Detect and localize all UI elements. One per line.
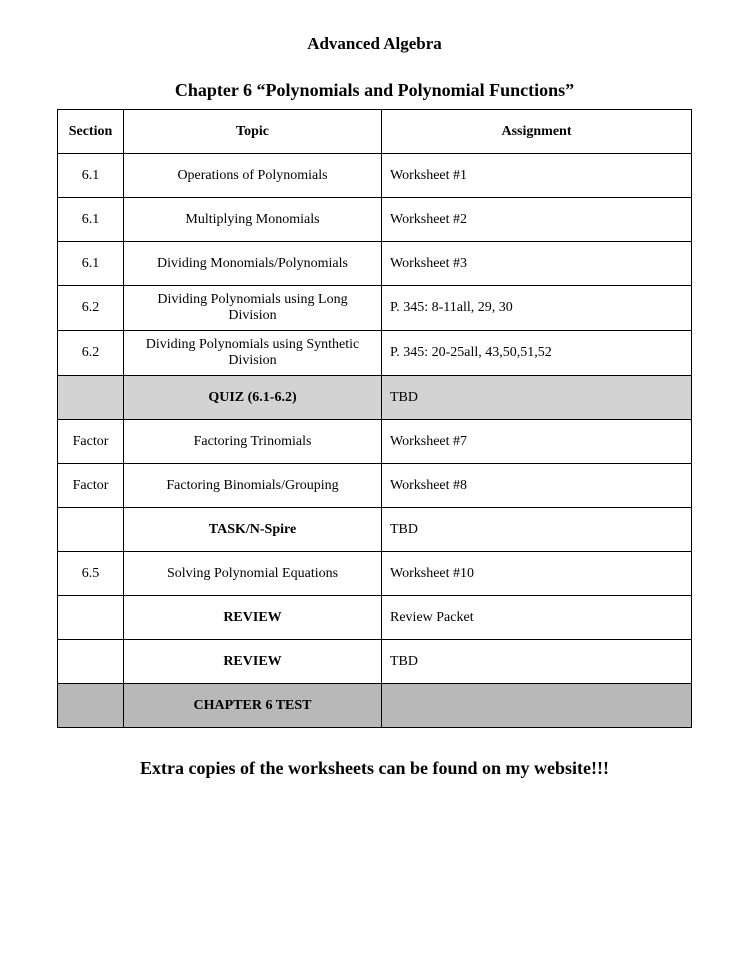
section-cell: 6.5 — [58, 552, 124, 596]
assignment-cell: Worksheet #1 — [382, 154, 692, 198]
topic-cell: Factoring Binomials/Grouping — [124, 464, 382, 508]
assignment-cell: Worksheet #10 — [382, 552, 692, 596]
topic-header: Topic — [124, 110, 382, 154]
section-cell — [58, 376, 124, 420]
table-header — [58, 110, 692, 154]
section-cell: 6.1 — [58, 198, 124, 242]
table-row — [58, 552, 692, 596]
topic-cell: Dividing Polynomials using Long Division — [124, 286, 382, 331]
topic-cell: CHAPTER 6 TEST — [124, 684, 382, 728]
topic-cell: REVIEW — [124, 596, 382, 640]
table-row — [58, 508, 692, 552]
topic-cell: Dividing Polynomials using Synthetic Division — [124, 331, 382, 376]
section-header: Section — [58, 110, 124, 154]
section-cell: 6.1 — [58, 242, 124, 286]
page-subtitle: Chapter 6 “Polynomials and Polynomial Functions” — [174, 80, 575, 100]
section-cell — [58, 596, 124, 640]
assignment-table — [57, 109, 692, 728]
table-row — [58, 242, 692, 286]
assignment-cell: Worksheet #7 — [382, 420, 692, 464]
assignment-cell: P. 345: 8-11all, 29, 30 — [382, 286, 692, 331]
table-row — [58, 596, 692, 640]
topic-cell: Operations of Polynomials — [124, 154, 382, 198]
table-row — [58, 640, 692, 684]
table-row — [58, 464, 692, 508]
assignment-cell — [382, 684, 692, 728]
section-cell: 6.1 — [58, 154, 124, 198]
table-row — [58, 198, 692, 242]
assignment-cell: Review Packet — [382, 596, 692, 640]
assignment-cell: Worksheet #3 — [382, 242, 692, 286]
topic-cell: QUIZ (6.1-6.2) — [124, 376, 382, 420]
section-cell: 6.2 — [58, 331, 124, 376]
assignment-cell: TBD — [382, 376, 692, 420]
table-row — [58, 331, 692, 376]
section-cell: Factor — [58, 464, 124, 508]
page-title: Advanced Algebra — [307, 34, 442, 53]
section-cell — [58, 684, 124, 728]
topic-cell: Multiplying Monomials — [124, 198, 382, 242]
header-row — [58, 110, 692, 154]
assignment-cell: Worksheet #8 — [382, 464, 692, 508]
assignment-header: Assignment — [382, 110, 692, 154]
section-cell — [58, 508, 124, 552]
assignment-cell: Worksheet #2 — [382, 198, 692, 242]
topic-cell: TASK/N-Spire — [124, 508, 382, 552]
topic-cell: Factoring Trinomials — [124, 420, 382, 464]
table-row — [58, 684, 692, 728]
section-cell: Factor — [58, 420, 124, 464]
topic-cell: REVIEW — [124, 640, 382, 684]
table-row — [58, 154, 692, 198]
assignment-cell: TBD — [382, 508, 692, 552]
section-cell: 6.2 — [58, 286, 124, 331]
assignment-cell: TBD — [382, 640, 692, 684]
assignment-cell: P. 345: 20-25all, 43,50,51,52 — [382, 331, 692, 376]
section-cell — [58, 640, 124, 684]
footer-note: Extra copies of the worksheets can be found on my website!!! — [140, 758, 609, 778]
topic-cell: Dividing Monomials/Polynomials — [124, 242, 382, 286]
table-row — [58, 286, 692, 331]
table-row — [58, 376, 692, 420]
topic-cell: Solving Polynomial Equations — [124, 552, 382, 596]
table-body — [58, 154, 692, 728]
table-row — [58, 420, 692, 464]
